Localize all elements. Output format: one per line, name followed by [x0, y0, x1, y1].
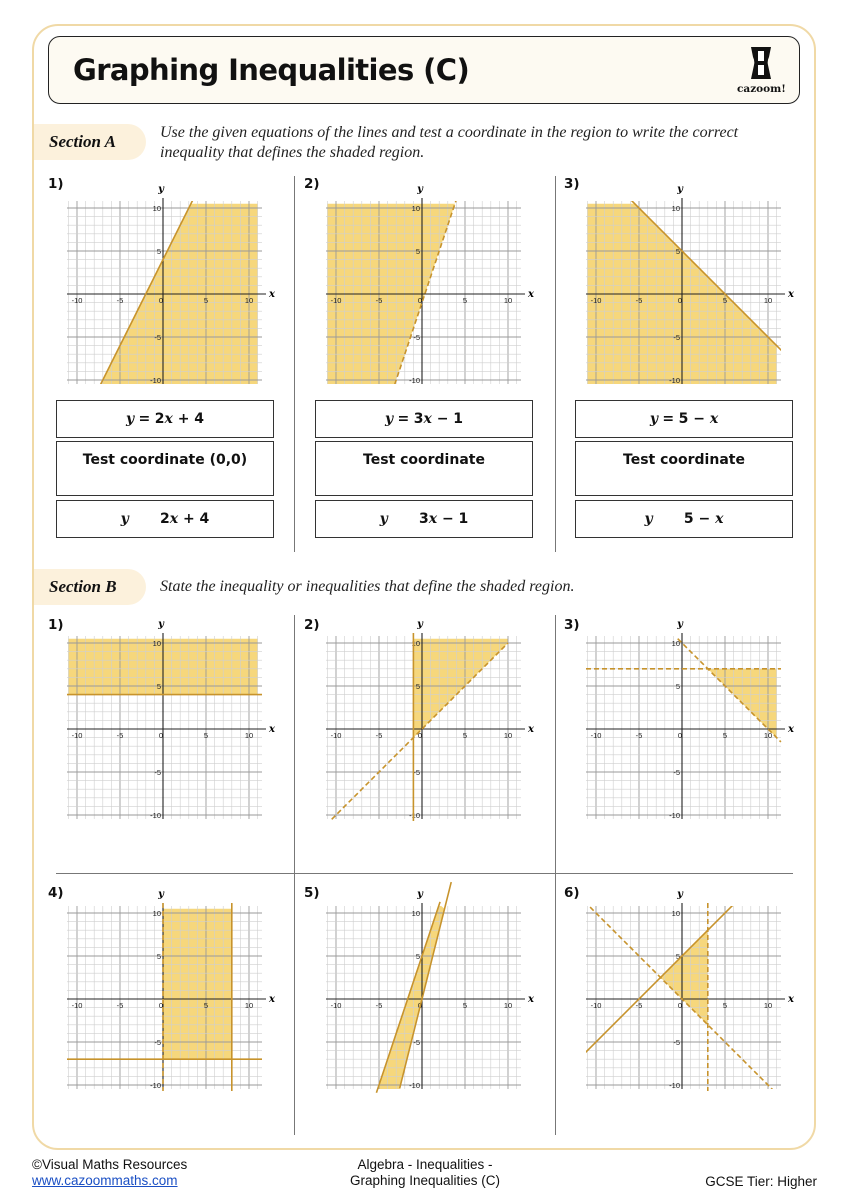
y-tick-label: 10 [152, 204, 161, 213]
x-tick-label: 10 [763, 296, 773, 305]
title-banner [48, 36, 800, 104]
x-tick-label: 5 [722, 731, 728, 740]
x-tick-label: 5 [462, 1001, 468, 1010]
x-axis-label: x [528, 994, 534, 1005]
test-coordinate-box[interactable] [575, 441, 793, 496]
logo-text: cazoom! [737, 83, 786, 95]
x-tick-label: -10 [330, 731, 342, 740]
y-tick-label: -5 [413, 1038, 420, 1047]
y-tick-label: 5 [675, 247, 680, 256]
question-number: 2) [304, 617, 320, 633]
y-axis-label: y [158, 889, 164, 900]
y-tick-label: -10 [669, 1081, 680, 1090]
question-number: 3) [564, 176, 580, 192]
footer-copyright: ©Visual Maths Resources www.cazoommaths.com [32, 1157, 188, 1188]
x-tick-label: 10 [244, 1001, 254, 1010]
y-axis-label: y [677, 889, 683, 900]
section-a-label: Section A [34, 124, 146, 160]
x-tick-label: 0 [158, 296, 164, 305]
y-tick-label: -10 [409, 376, 420, 385]
y-axis-label: y [677, 619, 683, 630]
answer-box[interactable]: y 5 − x [575, 500, 793, 538]
y-tick-label: -10 [150, 1081, 161, 1090]
x-tick-label: 10 [244, 296, 254, 305]
y-axis-label: y [677, 184, 683, 195]
y-tick-label: 5 [415, 682, 420, 691]
x-tick-label: -5 [375, 296, 383, 305]
x-tick-label: 5 [722, 296, 728, 305]
y-tick-label: -10 [150, 376, 161, 385]
x-tick-label: 0 [417, 1001, 423, 1010]
x-tick-label: -5 [635, 731, 643, 740]
y-tick-label: -5 [673, 1038, 680, 1047]
question-number: 6) [564, 885, 580, 901]
section-b-label: Section B [34, 569, 146, 605]
x-tick-label: -5 [116, 296, 124, 305]
question-number: 4) [48, 885, 64, 901]
graph-b5 [326, 891, 538, 1091]
y-tick-label: 10 [671, 204, 680, 213]
page-title: Graphing Inequalities (C) [73, 53, 470, 87]
graph-a3 [586, 186, 798, 386]
question-number: 5) [304, 885, 320, 901]
equation-box: y = 2x + 4 [56, 400, 274, 438]
section-a-instructions: Use the given equations of the lines and test a coordinate in the region to write the correct inequality that defines the shaded region. [160, 124, 739, 161]
x-tick-label: 10 [503, 731, 513, 740]
x-axis-label: x [788, 724, 794, 735]
divider [56, 873, 793, 874]
y-tick-label: 10 [152, 909, 161, 918]
y-tick-label: -10 [409, 811, 420, 820]
footer-topic: Algebra - Inequalities - Graphing Inequalities (C) [349, 1157, 501, 1188]
y-axis-label: y [417, 619, 423, 630]
y-tick-label: 5 [156, 952, 161, 961]
cazoom-logo [737, 45, 785, 99]
x-tick-label: 0 [417, 296, 423, 305]
y-tick-label: -5 [413, 333, 420, 342]
x-tick-label: -5 [375, 1001, 383, 1010]
graph-a2 [326, 186, 538, 386]
y-tick-label: 5 [156, 247, 161, 256]
cazoom-logo-icon [737, 45, 785, 83]
y-tick-label: 10 [671, 909, 680, 918]
x-tick-label: -5 [635, 1001, 643, 1010]
shaded-region [661, 930, 708, 1025]
x-tick-label: -10 [590, 296, 602, 305]
x-tick-label: 10 [763, 1001, 773, 1010]
x-tick-label: 10 [503, 1001, 513, 1010]
y-tick-label: 10 [411, 204, 420, 213]
answer-box[interactable]: y 2x + 4 [56, 500, 274, 538]
x-tick-label: 10 [244, 731, 254, 740]
x-tick-label: -10 [590, 1001, 602, 1010]
test-coordinate-label: Test coordinate [623, 452, 745, 468]
test-coordinate-box[interactable] [56, 441, 274, 496]
x-tick-label: 0 [677, 731, 683, 740]
test-coordinate-label: Test coordinate [363, 452, 485, 468]
x-axis-label: x [788, 994, 794, 1005]
y-tick-label: 5 [675, 952, 680, 961]
graph-b4 [67, 891, 279, 1091]
x-tick-label: 0 [158, 1001, 164, 1010]
y-tick-label: 5 [675, 682, 680, 691]
y-tick-label: 5 [415, 247, 420, 256]
y-tick-label: -10 [409, 1081, 420, 1090]
x-tick-label: 5 [722, 1001, 728, 1010]
y-tick-label: -5 [154, 333, 161, 342]
y-tick-label: -10 [669, 811, 680, 820]
x-tick-label: -10 [330, 1001, 342, 1010]
y-tick-label: -5 [154, 768, 161, 777]
y-axis-label: y [158, 184, 164, 195]
y-tick-label: -5 [154, 1038, 161, 1047]
answer-box[interactable]: y 3x − 1 [315, 500, 533, 538]
y-axis-label: y [158, 619, 164, 630]
divider [294, 176, 295, 552]
y-tick-label: 5 [415, 952, 420, 961]
divider [294, 615, 295, 1135]
x-tick-label: 5 [203, 296, 209, 305]
x-tick-label: -5 [116, 731, 124, 740]
y-tick-label: 5 [156, 682, 161, 691]
y-tick-label: -5 [413, 768, 420, 777]
x-tick-label: -5 [375, 731, 383, 740]
x-tick-label: 5 [462, 296, 468, 305]
x-tick-label: 5 [203, 1001, 209, 1010]
x-axis-label: x [528, 724, 534, 735]
y-tick-label: 10 [411, 639, 420, 648]
divider [555, 176, 556, 552]
y-tick-label: 10 [671, 639, 680, 648]
x-tick-label: 5 [203, 731, 209, 740]
section-b-instructions: State the inequality or inequalities that define the shaded region. [160, 578, 575, 595]
divider [555, 615, 556, 1135]
graph-b6 [586, 891, 798, 1091]
y-tick-label: -10 [669, 376, 680, 385]
x-tick-label: -10 [71, 731, 83, 740]
x-axis-label: x [788, 289, 794, 300]
x-tick-label: 0 [417, 731, 423, 740]
question-number: 1) [48, 617, 64, 633]
x-tick-label: -10 [71, 296, 83, 305]
x-tick-label: 10 [763, 731, 773, 740]
y-axis-label: y [417, 889, 423, 900]
graph-b2 [326, 621, 538, 821]
graph-b1 [67, 621, 279, 821]
x-tick-label: 0 [677, 296, 683, 305]
y-tick-label: -10 [150, 811, 161, 820]
x-axis-label: x [269, 724, 275, 735]
test-coordinate-box[interactable] [315, 441, 533, 496]
y-tick-label: -5 [673, 333, 680, 342]
question-number: 3) [564, 617, 580, 633]
x-tick-label: -10 [71, 1001, 83, 1010]
x-axis-label: x [528, 289, 534, 300]
graph-b3 [586, 621, 798, 821]
x-axis-label: x [269, 994, 275, 1005]
x-tick-label: -10 [590, 731, 602, 740]
equation-box: y = 5 − x [575, 400, 793, 438]
x-tick-label: -5 [635, 296, 643, 305]
x-tick-label: -5 [116, 1001, 124, 1010]
y-axis-label: y [417, 184, 423, 195]
footer-link[interactable]: www.cazoommaths.com [32, 1173, 178, 1188]
test-coordinate-label: Test coordinate (0,0) [82, 452, 248, 468]
graph-a1 [67, 186, 279, 386]
x-tick-label: 0 [677, 1001, 683, 1010]
question-number: 1) [48, 176, 64, 192]
question-number: 2) [304, 176, 320, 192]
x-tick-label: 10 [503, 296, 513, 305]
footer-tier: GCSE Tier: Higher [705, 1174, 817, 1189]
y-tick-label: 10 [411, 909, 420, 918]
x-tick-label: 5 [462, 731, 468, 740]
equation-box: y = 3x − 1 [315, 400, 533, 438]
y-tick-label: -5 [673, 768, 680, 777]
x-tick-label: 0 [158, 731, 164, 740]
y-tick-label: 10 [152, 639, 161, 648]
x-tick-label: -10 [330, 296, 342, 305]
x-axis-label: x [269, 289, 275, 300]
